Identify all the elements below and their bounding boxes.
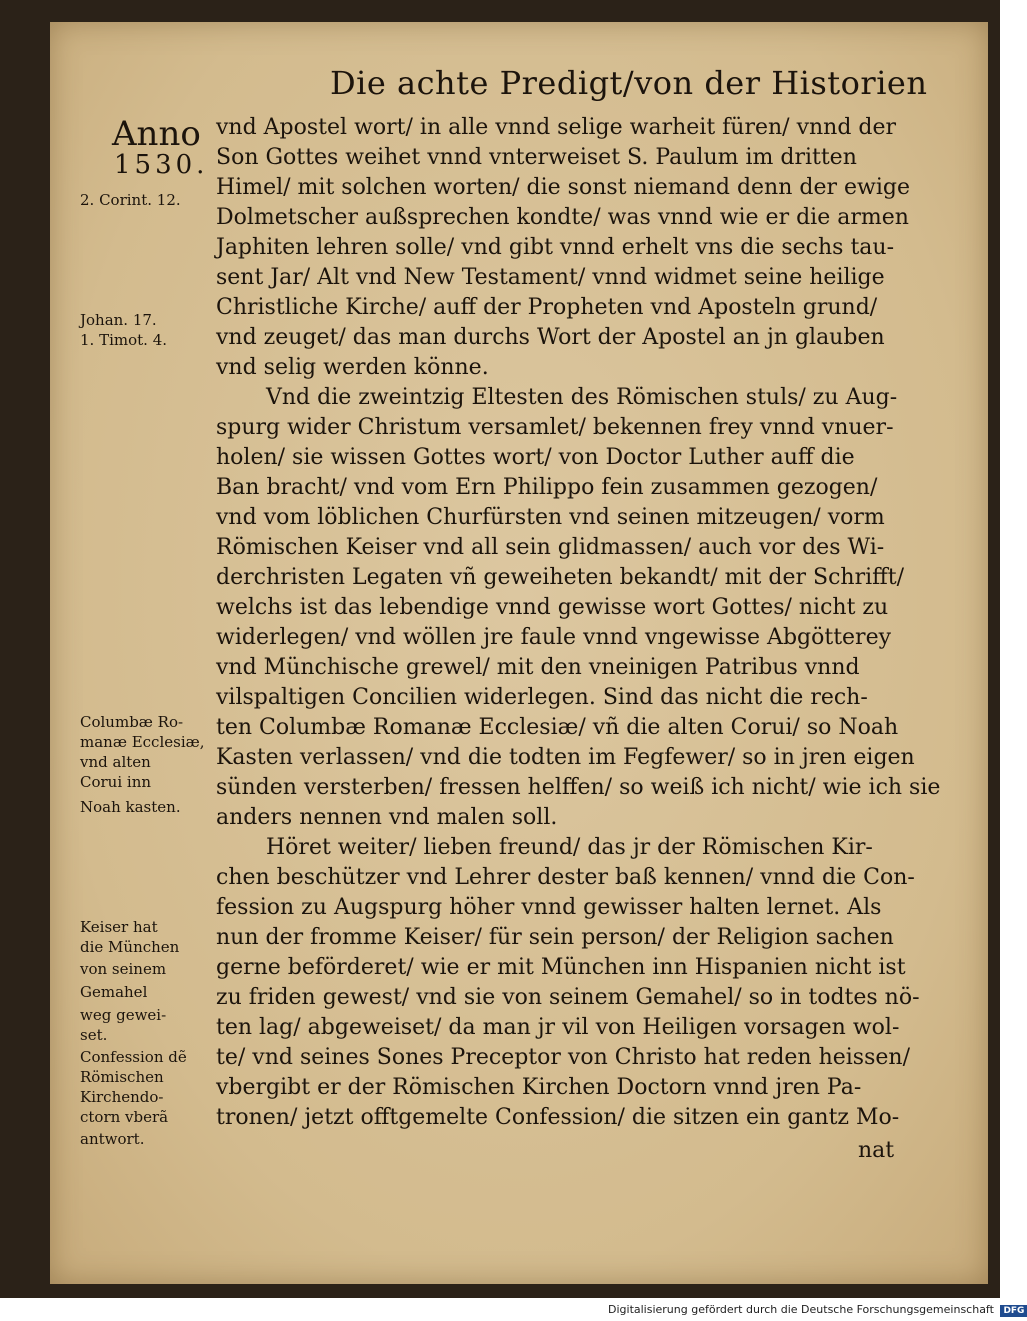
book-page	[50, 22, 988, 1284]
margin-note: von seinem	[80, 960, 167, 978]
margin-note: Römischen	[80, 1068, 164, 1086]
text-line: tronen/ jetzt offtgemelte Confession/ die sitzen ein gantz Mo-	[216, 1105, 900, 1130]
text-line: Himel/ mit solchen worten/ die sonst niemand denn der ewige	[216, 175, 910, 200]
margin-note: Johan. 17.	[80, 311, 157, 329]
text-line: chen beschützer vnd Lehrer dester baß kennen/ vnnd die Con-	[216, 865, 915, 890]
text-line: Vnd die zweintzig Eltesten des Römischen stuls/ zu Aug-	[266, 385, 898, 410]
running-header: Die achte Predigt/von der Historien	[330, 64, 928, 102]
catchword: nat	[858, 1138, 895, 1163]
text-line: vnd Münchische grewel/ mit den vneinigen Patribus vnnd	[216, 655, 860, 680]
text-line: te/ vnd seines Sones Preceptor von Christo hat reden heissen/	[216, 1045, 910, 1070]
text-line: Japhiten lehren solle/ vnd gibt vnnd erhelt vns die sechs tau-	[216, 235, 895, 260]
text-line: Kasten verlassen/ vnd die todten im Fegfewer/ so in jren eigen	[216, 745, 915, 770]
text-line: vilspaltigen Concilien widerlegen. Sind das nicht die rech-	[216, 685, 868, 710]
credit-text: Digitalisierung gefördert durch die Deutsche Forschungsgemeinschaft	[608, 1303, 994, 1316]
year-label: 1530.	[114, 150, 209, 180]
text-line: sünden versterben/ fressen helffen/ so weiß ich nicht/ wie ich sie	[216, 775, 941, 800]
text-line: fession zu Augspurg höher vnnd gewisser halten lernet. Als	[216, 895, 882, 920]
text-line: vnd zeuget/ das man durchs Wort der Apostel an jn glauben	[216, 325, 885, 350]
text-line: ten lag/ abgeweiset/ da man jr vil von Heiligen vorsagen wol-	[216, 1015, 900, 1040]
text-line: widerlegen/ vnd wöllen jre faule vnnd vngewisse Abgötterey	[216, 625, 892, 650]
margin-note: Columbæ Ro-	[80, 713, 184, 731]
margin-note: vnd alten	[80, 753, 151, 771]
text-line: welchs ist das lebendige vnnd gewisse wort Gottes/ nicht zu	[216, 595, 889, 620]
margin-note: set.	[80, 1026, 108, 1044]
text-line: gerne beförderet/ wie er mit München inn Hispanien nicht ist	[216, 955, 906, 980]
text-line: spurg wider Christum versamlet/ bekennen frey vnnd vnuer-	[216, 415, 894, 440]
text-line: Christliche Kirche/ auff der Propheten vnd Aposteln grund/	[216, 295, 878, 320]
margin-note: Noah kasten.	[80, 798, 181, 816]
text-line: Höret weiter/ lieben freund/ das jr der Römischen Kir-	[266, 835, 873, 860]
text-line: Ban bracht/ vnd vom Ern Philippo fein zusammen gezogen/	[216, 475, 878, 500]
text-line: vnd selig werden könne.	[216, 355, 489, 380]
text-line: Dolmetscher außsprechen kondte/ was vnnd wie er die armen	[216, 205, 909, 230]
text-line: sent Jar/ Alt vnd New Testament/ vnnd widmet seine heilige	[216, 265, 885, 290]
dfg-logo: DFG	[1000, 1305, 1027, 1317]
margin-note: weg gewei-	[80, 1006, 167, 1024]
margin-note: Keiser hat	[80, 918, 158, 936]
text-line: vnd vom löblichen Churfürsten vnd seinen mitzeugen/ vorm	[216, 505, 885, 530]
margin-note: antwort.	[80, 1130, 145, 1148]
anno-label: Anno	[112, 114, 201, 154]
text-line: Son Gottes weihet vnnd vnterweiset S. Paulum im dritten	[216, 145, 857, 170]
text-line: ten Columbæ Romanæ Ecclesiæ/ vñ die alten Corui/ so Noah	[216, 715, 899, 740]
margin-note: 1. Timot. 4.	[80, 331, 168, 349]
text-line: vnd Apostel wort/ in alle vnnd selige warheit füren/ vnnd der	[216, 115, 897, 140]
text-line: vbergibt er der Römischen Kirchen Doctorn vnnd jren Pa-	[216, 1075, 862, 1100]
text-line: nun der fromme Keiser/ für sein person/ der Religion sachen	[216, 925, 894, 950]
margin-note: manæ Ecclesiæ,	[80, 733, 205, 751]
text-line: zu friden gewest/ vnd sie von seinem Gemahel/ so in todtes nö-	[216, 985, 920, 1010]
margin-note: Corui inn	[80, 773, 152, 791]
margin-note: Confession dẽ	[80, 1048, 187, 1066]
margin-note: 2. Corint. 12.	[80, 191, 181, 209]
digitization-credit	[608, 1303, 1027, 1317]
text-line: holen/ sie wissen Gottes wort/ von Doctor Luther auff die	[216, 445, 855, 470]
margin-note: die München	[80, 938, 180, 956]
margin-note: Gemahel	[80, 983, 148, 1001]
margin-note: Kirchendo-	[80, 1088, 164, 1106]
margin-note: ctorn vberã	[80, 1108, 169, 1126]
text-line: Römischen Keiser vnd all sein glidmassen/ auch vor des Wi-	[216, 535, 885, 560]
text-line: anders nennen vnd malen soll.	[216, 805, 558, 830]
text-line: derchristen Legaten vñ geweiheten bekandt/ mit der Schrifft/	[216, 565, 905, 590]
